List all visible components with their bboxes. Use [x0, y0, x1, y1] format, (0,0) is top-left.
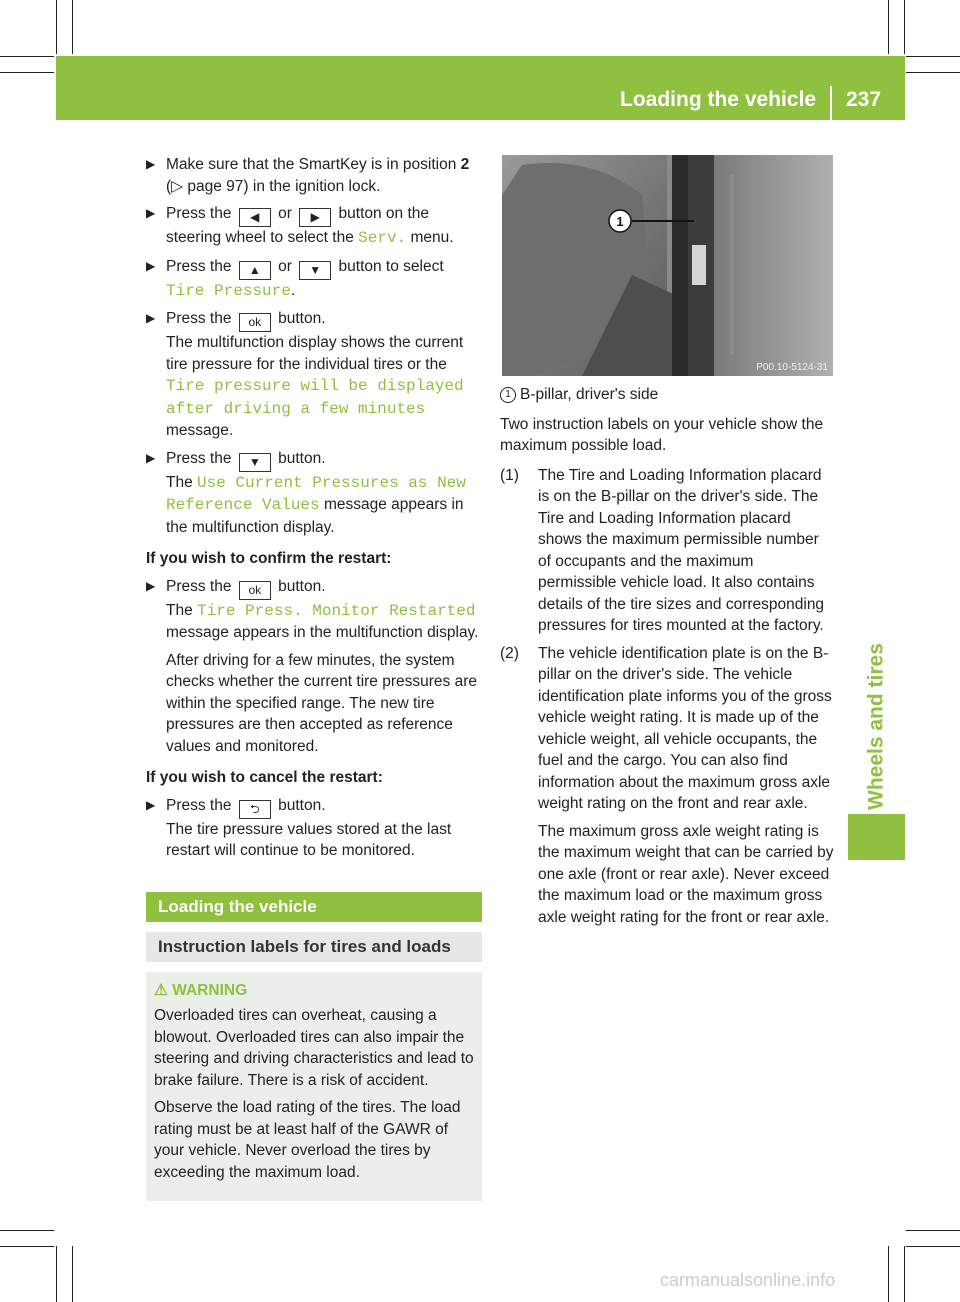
- side-tab-marker: [848, 814, 905, 860]
- crop-mark: [904, 1246, 905, 1302]
- crop-mark: [56, 0, 57, 54]
- crop-mark: [0, 56, 54, 57]
- photo-code: P00.10-5124-31: [756, 362, 828, 373]
- page-number: 237: [846, 88, 882, 111]
- display-message: Tire Pressure: [166, 281, 291, 300]
- list-item: (2) The vehicle identification plate is on the B-pillar on the driver's side. The vehicle identification plate informs you of the gross vehicle weight rating. It is made up of the vehicle weight, all vehicle occupants, the fuel and the cargo. You can also find information about the maximum gross axle weight rating on the front and rear axle. The maximum gross axle weight rating is the maximum weight that can be carried by one axle (front or rear axle). Never exceed the maximum load or the maximum gross axle weight rating for the front or rear axle.: [500, 644, 834, 926]
- display-message: Use Current Pressures as New Reference Values: [166, 473, 466, 514]
- crop-mark: [906, 72, 960, 73]
- arrow-icon: ▶: [146, 578, 156, 593]
- watermark: carmanualsonline.info: [660, 1270, 836, 1290]
- header-divider: [830, 86, 832, 120]
- arrow-icon: ▶: [146, 311, 156, 325]
- left-column: [146, 154, 482, 1201]
- list-item: (1) The Tire and Loading Information placard is on the B-pillar on the driver's side. The Tire and Loading Information placard shows the maximum permissible number of occupants and the maximum permissible vehicle load. It also contains details of the tire sizes and corresponding pressures for tires mounted at the factory.: [500, 466, 825, 634]
- section-heading: Loading the vehicle: [146, 892, 482, 922]
- arrow-icon: ▶: [146, 206, 156, 220]
- paragraph: After driving for a few minutes, the system checks whether the current tire pressures are within the specified range. The new tire pressures are then accepted as reference values and monitored.: [166, 651, 477, 755]
- display-message: Tire pressure will be displayed after driving a few minutes: [166, 377, 464, 418]
- crop-mark: [72, 0, 73, 54]
- ok-key-icon: ok: [239, 313, 271, 332]
- step: ▶ Press the ⮌ button. The tire pressure values stored at the last restart will continue to be monitored.: [146, 796, 452, 859]
- crop-mark: [56, 1246, 57, 1302]
- warning-text: Observe the load rating of the tires. The load rating must be at least half of the GAWR of your vehicle. Never overload the tires by exceeding the maximum load.: [154, 1099, 461, 1181]
- page-title: Loading the vehicle: [620, 88, 817, 111]
- crop-mark: [0, 1246, 54, 1247]
- step: ▶ Press the ▲ or ▼ button to select Tire Pressure.: [146, 257, 444, 300]
- arrow-icon: ▶: [146, 258, 156, 273]
- intro-paragraph: Two instruction labels on your vehicle show the maximum possible load.: [500, 415, 824, 454]
- callout-number: 1: [500, 387, 516, 403]
- b-pillar-photo: [502, 155, 833, 376]
- step: ▶ Press the ▼ button. The Use Current Pressures as New Reference Values message appears in the multifunction display.: [146, 449, 466, 536]
- right-column: [500, 384, 836, 934]
- arrow-icon: ▶: [146, 450, 156, 465]
- up-arrow-key-icon: ▲: [239, 261, 271, 280]
- side-tab-label: Wheels and tires: [864, 643, 888, 810]
- crop-mark: [0, 1230, 54, 1231]
- warning-box: [146, 972, 482, 1202]
- warning-triangle-icon: ⚠: [154, 981, 168, 999]
- step: ▶ Make sure that the SmartKey is in position 2 (▷ page 97) in the ignition lock.: [146, 156, 470, 195]
- crop-mark: [72, 1246, 73, 1302]
- down-arrow-key-icon: ▼: [239, 453, 271, 472]
- arrow-icon: ▶: [146, 157, 156, 171]
- down-arrow-key-icon: ▼: [299, 261, 331, 280]
- step: ▶ Press the ok button. The multifunction display shows the current tire pressure for the individual tires or the Tire pressure will be displayed after driving a few minutes message.: [146, 310, 464, 439]
- step: ▶ Press the ok button. The Tire Press. Monitor Restarted message appears in the multifunction display. After driving for a few minutes, the system checks whether the current tire pressures are within the specified range. The new tire pressures are then accepted as reference values and monitored.: [146, 576, 482, 758]
- left-arrow-key-icon: ◀: [239, 208, 271, 227]
- warning-text: Overloaded tires can overheat, causing a blowout. Overloaded tires can also impair the steering and driving characteristics and lead to brake failure. There is a risk of accident.: [154, 1007, 474, 1089]
- crop-mark: [888, 0, 889, 54]
- crop-mark: [888, 1246, 889, 1302]
- crop-mark: [906, 1230, 960, 1231]
- arrow-icon: ▶: [146, 797, 156, 812]
- right-arrow-key-icon: ▶: [299, 208, 331, 227]
- step: ▶ Press the ◀ or ▶ button on the steering wheel to select the Serv. menu.: [146, 205, 454, 247]
- display-message: Tire Press. Monitor Restarted: [197, 601, 476, 620]
- photo-marker: 1: [616, 214, 624, 229]
- ok-key-icon: ok: [239, 581, 271, 600]
- cancel-heading: If you wish to cancel the restart:: [146, 769, 383, 786]
- photo-caption: 1 B-pillar, driver's side: [500, 384, 836, 406]
- crop-mark: [0, 72, 54, 73]
- confirm-heading: If you wish to confirm the restart:: [146, 550, 392, 567]
- crop-mark: [904, 0, 905, 54]
- crop-mark: [906, 1246, 960, 1247]
- display-message: Serv.: [358, 229, 407, 247]
- photo-illustration: [502, 155, 833, 376]
- back-key-icon: ⮌: [239, 800, 271, 819]
- subsection-heading: Instruction labels for tires and loads: [146, 932, 482, 962]
- crop-mark: [906, 56, 960, 57]
- warning-title: ⚠ WARNING: [154, 981, 248, 999]
